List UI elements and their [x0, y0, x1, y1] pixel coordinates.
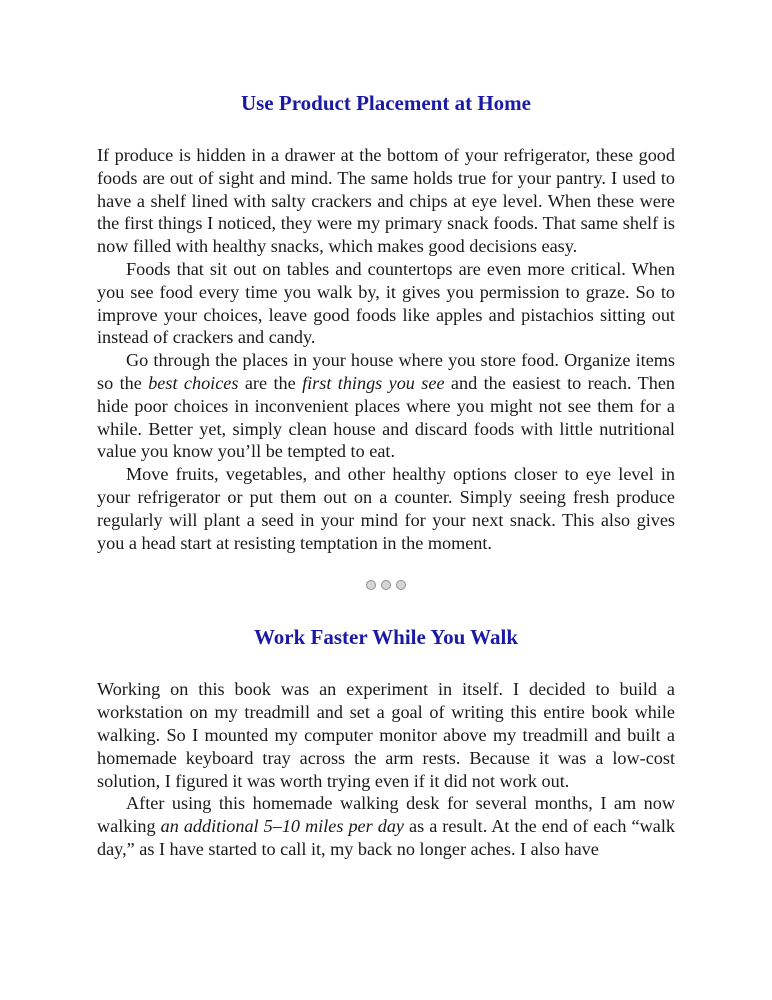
paragraph: Move fruits, vegetables, and other healthy options closer to eye level in your refrigerator or put them out on a counter. Simply seeing fresh produce regularly will plant a seed in your mind for your next snack. This also gives you a head start at resisting temptation in the moment.: [97, 464, 675, 553]
divider-dot-icon: [381, 580, 391, 590]
section-product-placement-body: [97, 144, 675, 554]
divider-dot-icon: [396, 580, 406, 590]
text-run: as a result. At the end of each “walk day,” as I have started to call it, my back no longer aches. I also have: [97, 816, 675, 859]
paragraph: [97, 349, 675, 463]
text-run: After using this homemade walking desk for several months, I am now walking: [97, 793, 675, 837]
paragraph: If produce is hidden in a drawer at the bottom of your refrigerator, these good foods are out of sight and mind. The same holds true for your pantry. I used to have a shelf lined with salty crackers and chips at eye level. When these were the first things I noticed, they were my primary snack foods. That same shelf is now filled with healthy snacks, which makes good decisions easy.: [97, 145, 675, 257]
section-heading-product-placement: Use Product Placement at Home: [240, 91, 532, 115]
paragraph: [97, 792, 675, 860]
text-run: are the: [238, 372, 303, 393]
emphasis-text: best choices: [148, 372, 239, 393]
emphasis-text: an additional 5–10 miles per day: [160, 816, 404, 837]
section-work-faster-body: [97, 678, 675, 860]
text-run: Go through the places in your house where you store food. Organize items so the: [97, 350, 675, 393]
section-heading-work-faster: Work Faster While You Walk: [253, 625, 519, 650]
emphasis-text: first things you see: [302, 372, 445, 393]
paragraph: Foods that sit out on tables and countertops are even more critical. When you see food every time you walk by, it gives you permission to graze. So to improve your choices, leave good foods like apples and pistachios sitting out instead of crackers and candy.: [97, 258, 675, 348]
text-run: and the easiest to reach. Then hide poor choices in inconvenient places where you might not see them for a while. Better yet, simply clean house and discard foods with little nutritional value you know you’ll be tempted to eat.: [97, 372, 675, 462]
paragraph: Working on this book was an experiment in itself. I decided to build a workstation on my treadmill and set a goal of writing this entire book while walking. So I mounted my computer monitor above my treadmill and built a homemade keyboard tray across the arm rests. Because it was a low-cost solution, I figured it was worth trying even if it did not work out.: [97, 679, 675, 791]
divider-dot-icon: [366, 580, 376, 590]
section-divider-dots: [97, 580, 675, 590]
